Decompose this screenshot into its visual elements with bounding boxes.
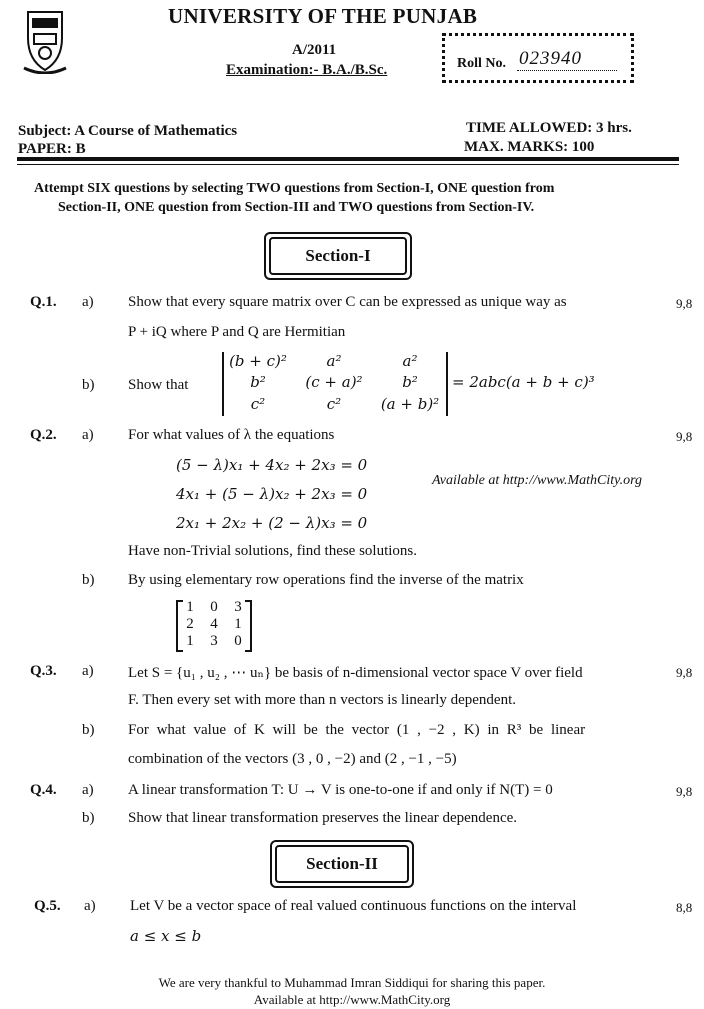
q4-marks: 9,8	[676, 784, 693, 799]
det-cell: b²	[402, 373, 418, 391]
q4-number: Q.4.	[30, 782, 57, 798]
det-cell: (a + b)²	[380, 395, 440, 413]
q1-b-text: Show that	[128, 377, 189, 393]
exam-code: A/2011	[292, 42, 337, 58]
q3-marks: 9,8	[676, 665, 693, 680]
subject-line: Subject: A Course of Mathematics	[18, 123, 238, 139]
examination-type: Examination:- B.A./B.Sc.	[226, 62, 388, 78]
matrix-cell: 2	[186, 616, 194, 632]
matrix-cell: 1	[234, 616, 242, 632]
q3-number: Q.3.	[30, 663, 57, 679]
time-allowed: TIME ALLOWED: 3 hrs.	[466, 120, 632, 136]
q5-a-line1: Let V be a vector space of real valued continuous functions on the interval	[130, 898, 577, 914]
det-cell: c²	[250, 395, 266, 413]
watermark-link[interactable]: Available at http://www.MathCity.org	[432, 473, 642, 488]
q1-number: Q.1.	[30, 294, 57, 310]
q5-number: Q.5.	[34, 898, 61, 914]
footer-link[interactable]: Available at http://www.MathCity.org	[253, 992, 451, 1007]
q1-determinant	[222, 352, 448, 416]
matrix-cell: 1	[186, 599, 194, 615]
q4-b-text: Show that linear transformation preserves the linear dependence.	[128, 810, 518, 826]
q2-a-label: a)	[82, 427, 94, 443]
matrix-cell: 3	[210, 633, 218, 649]
section-1-heading: Section-I	[264, 232, 412, 280]
q4-a-text: A linear transformation T: U → V is one-to-one if and only if N(T) = 0	[128, 782, 553, 798]
instruction-line-2: Section-II, ONE question from Section-III and TWO questions from Section-IV.	[58, 200, 535, 215]
roll-label: Roll No.	[457, 56, 506, 71]
roll-number-box	[442, 33, 634, 83]
q1-marks: 9,8	[676, 296, 693, 311]
q2-number: Q.2.	[30, 427, 57, 443]
q3-a-label: a)	[82, 663, 94, 679]
q3-a-line2: F. Then every set with more than n vectors is linearly dependent.	[128, 692, 517, 708]
q3-a-line1: Let S = {u₁ , u₂ , ⋯ uₙ} be basis of n-dimensional vector space V over field	[128, 665, 583, 681]
det-cell: c²	[326, 395, 342, 413]
q1-a-line2: P + iQ where P and Q are Hermitian	[128, 324, 346, 340]
roll-value: 023940	[519, 48, 582, 69]
section-2-heading: Section-II	[270, 840, 414, 888]
q3-b-label: b)	[82, 722, 95, 738]
q2-a-tail: Have non-Trivial solutions, find these solutions.	[128, 543, 418, 559]
q2-b-text: By using elementary row operations find the inverse of the matrix	[128, 572, 524, 588]
max-marks: MAX. MARKS: 100	[464, 139, 595, 155]
det-cell: (b + c)²	[229, 352, 287, 370]
det-cell: (c + a)²	[305, 373, 363, 391]
q5-a-line2: a ≤ x ≤ b	[130, 927, 202, 945]
q3-b-line2: combination of the vectors (3 , 0 , −2) and (2 , −1 , −5)	[128, 751, 457, 767]
q1-a-label: a)	[82, 294, 94, 310]
q2-equation-3: 2x₁ + 2x₂ + (2 − λ)x₃ = 0	[176, 514, 368, 532]
q2-matrix	[176, 600, 252, 652]
q1-a-line1: Show that every square matrix over C can be expressed as unique way as	[128, 294, 567, 310]
matrix-cell: 1	[186, 633, 194, 649]
header-rule-thin	[17, 164, 679, 165]
q4-a-label: a)	[82, 782, 94, 798]
q2-equation-1: (5 − λ)x₁ + 4x₂ + 2x₃ = 0	[176, 456, 368, 474]
q2-b-label: b)	[82, 572, 95, 588]
header-rule-thick	[17, 157, 679, 161]
instruction-line-1: Attempt SIX questions by selecting TWO questions from Section-I, ONE question from	[34, 181, 555, 196]
q5-marks: 8,8	[676, 900, 693, 915]
q5-a-label: a)	[84, 898, 96, 914]
q2-a-text: For what values of λ the equations	[128, 427, 335, 443]
det-cell: a²	[326, 352, 342, 370]
matrix-cell: 4	[210, 616, 218, 632]
q4-b-label: b)	[82, 810, 95, 826]
q2-equation-2: 4x₁ + (5 − λ)x₂ + 2x₃ = 0	[176, 485, 368, 503]
q1-det-rhs: = 2abc(a + b + c)³	[452, 373, 595, 391]
university-title: UNIVERSITY OF THE PUNJAB	[168, 4, 478, 28]
paper-line: PAPER: B	[18, 141, 86, 157]
matrix-cell: 0	[210, 599, 218, 615]
matrix-cell: 3	[234, 599, 242, 615]
q3-b-line1: For what value of K will be the vector (1 , −2 , K) in R³ be linear	[128, 722, 586, 738]
det-cell: b²	[250, 373, 266, 391]
matrix-cell: 0	[234, 633, 242, 649]
university-crest-icon	[22, 8, 68, 74]
q2-marks: 9,8	[676, 429, 693, 444]
q1-b-label: b)	[82, 377, 95, 393]
footer-thanks: We are very thankful to Muhammad Imran Siddiqui for sharing this paper.	[158, 975, 546, 990]
det-cell: a²	[402, 352, 418, 370]
